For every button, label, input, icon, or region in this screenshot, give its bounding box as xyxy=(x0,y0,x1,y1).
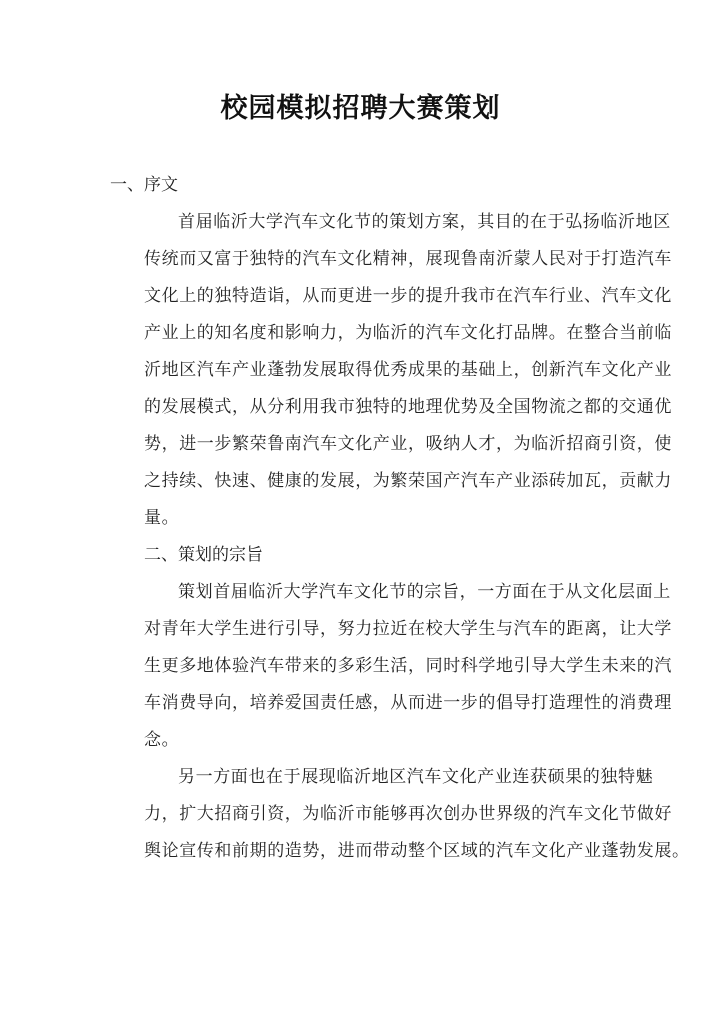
text-line: 生更多地体验汽车带来的多彩生活，同时科学地引导大学生未来的汽 xyxy=(144,656,672,676)
text-line: 策划首届临沂大学汽车文化节的宗旨，一方面在于从文化层面上 xyxy=(178,582,671,602)
document-body xyxy=(110,167,690,870)
section-heading-preface: 一、序文 xyxy=(110,175,178,195)
text-line: 文化上的独特造诣，从而更进一步的提升我市在汽车行业、汽车文化 xyxy=(144,286,672,306)
text-line: 另一方面也在于展现临沂地区汽车文化产业连获硕果的独特魅 xyxy=(178,767,654,787)
paragraph-preface xyxy=(110,204,672,537)
text-line: 沂地区汽车产业蓬勃发展取得优秀成果的基础上，创新汽车文化产业 xyxy=(144,360,672,380)
text-line: 势，进一步繁荣鲁南汽车文化产业，吸纳人才，为临沂招商引资，使 xyxy=(144,434,672,454)
text-line: 产业上的知名度和影响力，为临沂的汽车文化打品牌。在整合当前临 xyxy=(144,323,672,343)
section-heading-purpose: 二、策划的宗旨 xyxy=(144,545,263,565)
text-line: 传统而又富于独特的汽车文化精神，展现鲁南沂蒙人民对于打造汽车 xyxy=(144,249,672,269)
text-line: 首届临沂大学汽车文化节的策划方案，其目的在于弘扬临沂地区 xyxy=(178,212,671,232)
text-line: 念。 xyxy=(144,730,180,750)
text-line: 舆论宣传和前期的造势，进而带动整个区域的汽车文化产业蓬勃发展。 xyxy=(144,841,690,861)
text-line: 之持续、快速、健康的发展，为繁荣国产汽车产业添砖加瓦，贡献力 xyxy=(144,471,672,491)
text-line: 力，扩大招商引资，为临沂市能够再次创办世界级的汽车文化节做好 xyxy=(144,804,672,824)
text-line: 对青年大学生进行引导，努力拉近在校大学生与汽车的距离，让大学 xyxy=(144,619,672,639)
text-line: 的发展模式，从分利用我市独特的地理优势及全国物流之都的交通优 xyxy=(144,397,672,417)
document-title: 校园模拟招聘大赛策划 xyxy=(220,93,501,124)
paragraph-purpose-1 xyxy=(110,574,672,759)
text-line: 量。 xyxy=(144,508,180,528)
text-line: 车消费导向，培养爱国责任感，从而进一步的倡导打造理性的消费理 xyxy=(144,693,672,713)
paragraph-purpose-2 xyxy=(110,759,690,870)
